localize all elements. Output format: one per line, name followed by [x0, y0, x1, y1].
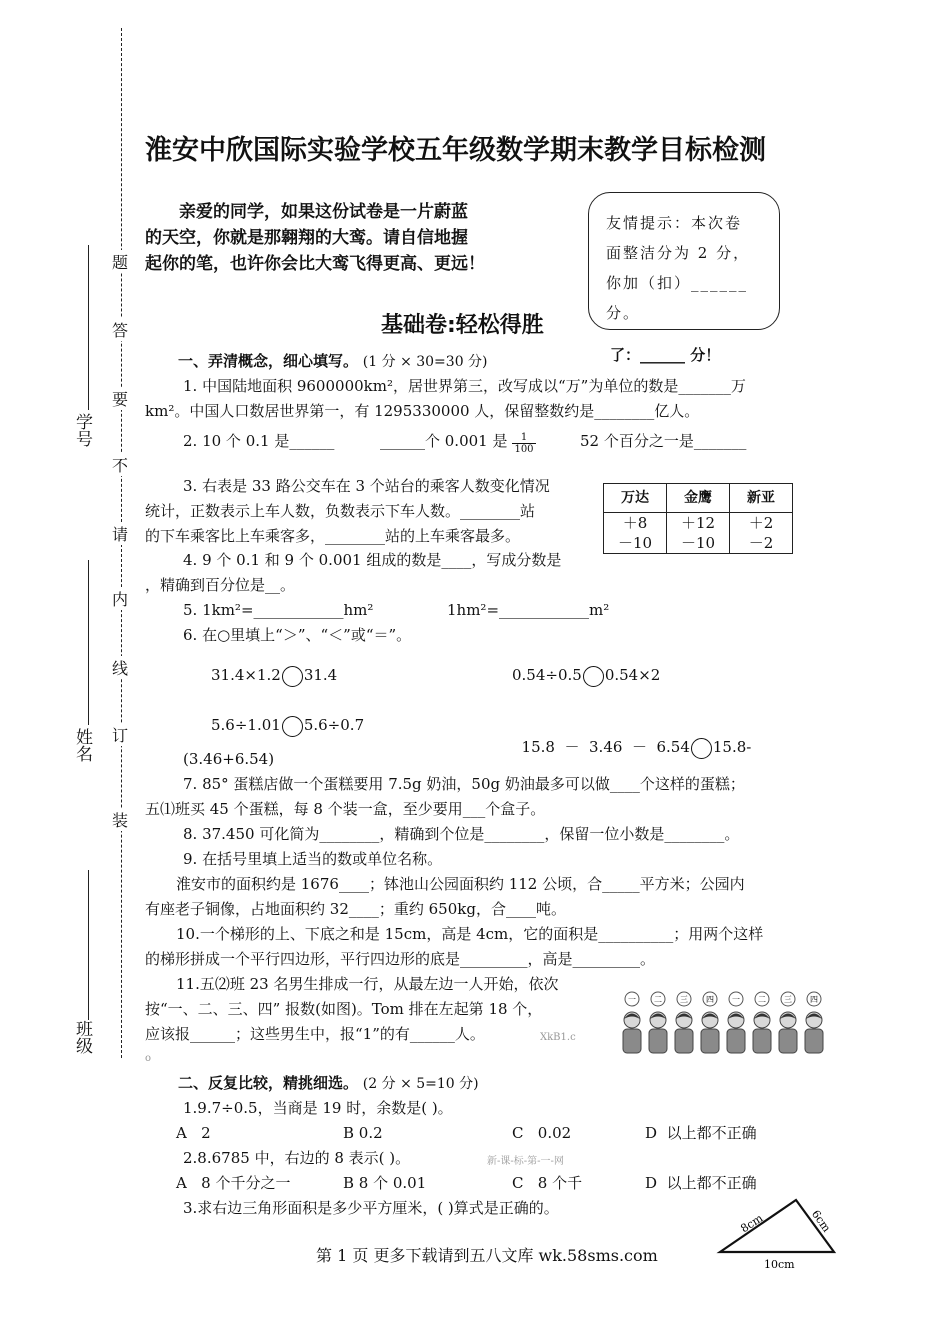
cell-value: －10: [617, 534, 653, 552]
question-7b: 五⑴班买 45 个蛋糕，每 8 个装一盒，至少要用___个盒子。: [145, 800, 546, 818]
question-9a: 淮安市的面积约是 1676____；钵池山公园面积约 112 公顷，合_____平方米；公园内: [176, 875, 745, 893]
count-label: 一: [628, 995, 636, 1004]
student-body: [805, 1029, 823, 1053]
triangle-left-label: 8cm: [738, 1211, 766, 1236]
count-label: 二: [654, 995, 662, 1004]
count-label: 二: [758, 995, 766, 1004]
mc-option[interactable]: A 2: [176, 1124, 211, 1142]
tip-line: 面整洁分为 2 分，: [606, 244, 751, 262]
compare-1: [211, 664, 337, 687]
page-footer: 第 1 页 更多下载请到五八文库 wk.58sms.com: [316, 1246, 658, 1265]
mc-question-1: 1.9.7÷0.5，当商是 19 时，余数是( )。: [183, 1099, 453, 1117]
student-figure: [701, 992, 719, 1053]
question-3b: 统计，正数表示上车人数，负数表示下车人数。________站: [145, 502, 536, 520]
question-9: 9. 在括号里填上适当的数或单位名称。: [183, 850, 443, 868]
question-3a: 3. 右表是 33 路公交车在 3 个站台的乘客人数变化情况: [183, 477, 550, 495]
student-body: [649, 1029, 667, 1053]
tip-result[interactable]: 了：______ 分！: [610, 346, 721, 364]
triangle-base-label: 10cm: [764, 1258, 795, 1271]
seal-char: 答: [112, 318, 128, 341]
question-1a: 1. 中国陆地面积 9600000km²，居世界第三，改写成以“万”为单位的数是_______万: [183, 377, 746, 395]
intro-line: 的天空，你就是那翱翔的大鸾。请自信地握: [145, 228, 468, 248]
compare-4: [512, 714, 751, 759]
student-id-blank[interactable]: [88, 245, 89, 410]
compare-right: 31.4: [303, 666, 338, 684]
compare-2: [512, 664, 660, 687]
fraction: [512, 432, 536, 455]
part-two-label: 二、反复比较，精挑细选。: [178, 1074, 359, 1092]
compare-left: 5.6÷1.01: [211, 716, 281, 734]
cell-value: －10: [680, 534, 716, 552]
student-body: [727, 1029, 745, 1053]
compare-right: 15.8-: [712, 738, 752, 756]
watermark: 新-课-标-第-一-网: [487, 1156, 564, 1167]
compare-left: 15.8 － 3.46 － 6.54: [521, 738, 690, 756]
compare-right: 5.6÷0.7: [303, 716, 365, 734]
table-cell: [604, 513, 667, 554]
fraction-denominator: 100: [514, 444, 534, 455]
table-header: 新亚: [730, 484, 793, 513]
compare-left: 0.54÷0.5: [512, 666, 582, 684]
student-body: [753, 1029, 771, 1053]
watermark-tail: o: [145, 1053, 152, 1064]
student-body: [701, 1029, 719, 1053]
section-heading: 基础卷:轻松得胜: [381, 313, 544, 338]
compare-4-cont: (3.46+6.54): [183, 750, 275, 768]
question-1b: km²。中国人口数居世界第一，有 1295330000 人，保留整数约是________亿人。: [145, 402, 700, 420]
part-one-score: (1 分 × 30=30 分): [362, 354, 488, 370]
count-label: 四: [706, 995, 714, 1004]
question-6: 6. 在○里填上“＞”、“＜”或“＝”。: [183, 626, 412, 644]
student-figure: [805, 992, 823, 1053]
compare-right: 0.54×2: [604, 666, 661, 684]
question-2a: 2. 10 个 0.1 是______: [183, 432, 335, 450]
name-blank[interactable]: [88, 560, 89, 725]
mc-option[interactable]: C 0.02: [512, 1124, 572, 1142]
mc-option[interactable]: D 以上都不正确: [645, 1174, 757, 1192]
student-body: [675, 1029, 693, 1053]
cell-value: ＋2: [748, 514, 774, 532]
question-11b: 按“一、二、三、四” 报数(如图)。Tom 排在左起第 18 个，: [145, 1000, 543, 1018]
count-label: 四: [810, 995, 818, 1004]
question-9b: 有座老子铜像，占地面积约 32____；重约 650kg，合____吨。: [145, 900, 566, 918]
question-2b: ______个 0.001 是: [380, 432, 508, 450]
part-one-title: [178, 350, 488, 373]
class-label: 班级: [72, 1020, 92, 1054]
mc-option[interactable]: D 以上都不正确: [645, 1124, 757, 1142]
question-10b: 的梯形拼成一个平行四边形，平行四边形的底是_________，高是_________。: [145, 950, 656, 968]
intro-line: 亲爱的同学，如果这份试卷是一片蔚蓝: [179, 202, 468, 222]
table-cell: [730, 513, 793, 554]
question-4a: 4. 9 个 0.1 和 9 个 0.001 组成的数是____，写成分数是: [183, 551, 562, 569]
mc-option[interactable]: B 0.2: [343, 1124, 383, 1142]
student-figure: [623, 992, 641, 1053]
triangle-figure: [712, 1190, 842, 1272]
count-label: 一: [732, 995, 740, 1004]
student-figure: [753, 992, 771, 1053]
question-5a: 5. 1km²=____________hm²: [183, 601, 374, 619]
table-cell: [667, 513, 730, 554]
name-label: 姓名: [72, 728, 92, 762]
question-5b: 1hm²=____________m²: [447, 601, 610, 619]
compare-circle[interactable]: [583, 666, 604, 687]
student-figure: [779, 992, 797, 1053]
compare-circle[interactable]: [691, 738, 712, 759]
student-body: [779, 1029, 797, 1053]
class-blank[interactable]: [88, 870, 89, 1020]
student-body: [623, 1029, 641, 1053]
question-10a: 10.一个梯形的上、下底之和是 15cm，高是 4cm，它的面积是__________；用两个这样: [176, 925, 764, 943]
compare-circle[interactable]: [282, 666, 303, 687]
tip-line: 友情提示：本次卷: [606, 214, 743, 232]
cell-value: ＋12: [680, 514, 716, 532]
part-two-score: (2 分 × 5=10 分): [362, 1076, 479, 1092]
seal-char: 内: [112, 587, 128, 610]
triangle-right-label: 6cm: [808, 1207, 834, 1235]
tip-text: [606, 208, 771, 328]
mc-option[interactable]: B 8 个 0.01: [343, 1174, 427, 1192]
fraction-numerator: 1: [512, 432, 536, 444]
student-figure: [727, 992, 745, 1053]
intro-paragraph: [145, 199, 525, 277]
table-header: 万达: [604, 484, 667, 513]
part-two-title: [178, 1072, 479, 1095]
question-2c: 52 个百分之一是_______: [580, 432, 747, 450]
mc-option[interactable]: C 8 个千: [512, 1174, 583, 1192]
table-header: 金鹰: [667, 484, 730, 513]
count-label: 三: [680, 995, 688, 1004]
question-11a: 11.五⑵班 23 名男生排成一行，从最左边一人开始，依次: [176, 975, 559, 993]
compare-3: [211, 714, 364, 737]
intro-line: 起你的笔，也许你会比大鸾飞得更高、更远！: [145, 254, 485, 274]
mc-question-2: 2.8.6785 中，右边的 8 表示( )。: [183, 1149, 411, 1167]
part-one-label: 一、弄清概念，细心填写。: [178, 352, 359, 370]
student-id-label: 学号: [72, 413, 92, 447]
student-figure: [675, 992, 693, 1053]
question-4b: ，精确到百分位是__。: [145, 576, 296, 594]
cell-value: －2: [748, 534, 774, 552]
seal-char: 线: [112, 656, 128, 679]
compare-left: 31.4×1.2: [211, 666, 281, 684]
students-figure: [620, 990, 832, 1060]
question-3c: 的下车乘客比上车乘客多，________站的上车乘客最多。: [145, 527, 521, 545]
question-7a: 7. 85° 蛋糕店做一个蛋糕要用 7.5g 奶油，50g 奶油最多可以做____个这样的蛋糕；: [183, 775, 745, 793]
mc-question-3: 3.求右边三角形面积是多少平方厘米，( )算式是正确的。: [183, 1199, 559, 1217]
watermark: XkB1.c: [540, 1032, 576, 1043]
seal-char: 题: [112, 250, 128, 273]
seal-char: 装: [112, 808, 128, 831]
compare-circle[interactable]: [282, 716, 303, 737]
tip-line: 你加（扣）______: [606, 274, 749, 292]
cell-value: ＋8: [622, 514, 648, 532]
bus-stop-table: [603, 483, 793, 554]
count-label: 三: [784, 995, 792, 1004]
seal-char: 请: [112, 522, 128, 545]
mc-option[interactable]: A 8 个千分之一: [176, 1174, 291, 1192]
question-8: 8. 37.450 可化简为________，精确到个位是________，保留一位小数是________。: [183, 825, 740, 843]
tip-line: 分。: [606, 304, 641, 322]
page-title: 淮安中欣国际实验学校五年级数学期末教学目标检测: [145, 135, 766, 166]
seal-char: 不: [112, 453, 128, 476]
question-11c: 应该报______；这些男生中，报“1”的有______人。: [145, 1025, 485, 1043]
seal-char: 要: [112, 387, 128, 410]
seal-char: 订: [112, 723, 128, 746]
student-figure: [649, 992, 667, 1053]
